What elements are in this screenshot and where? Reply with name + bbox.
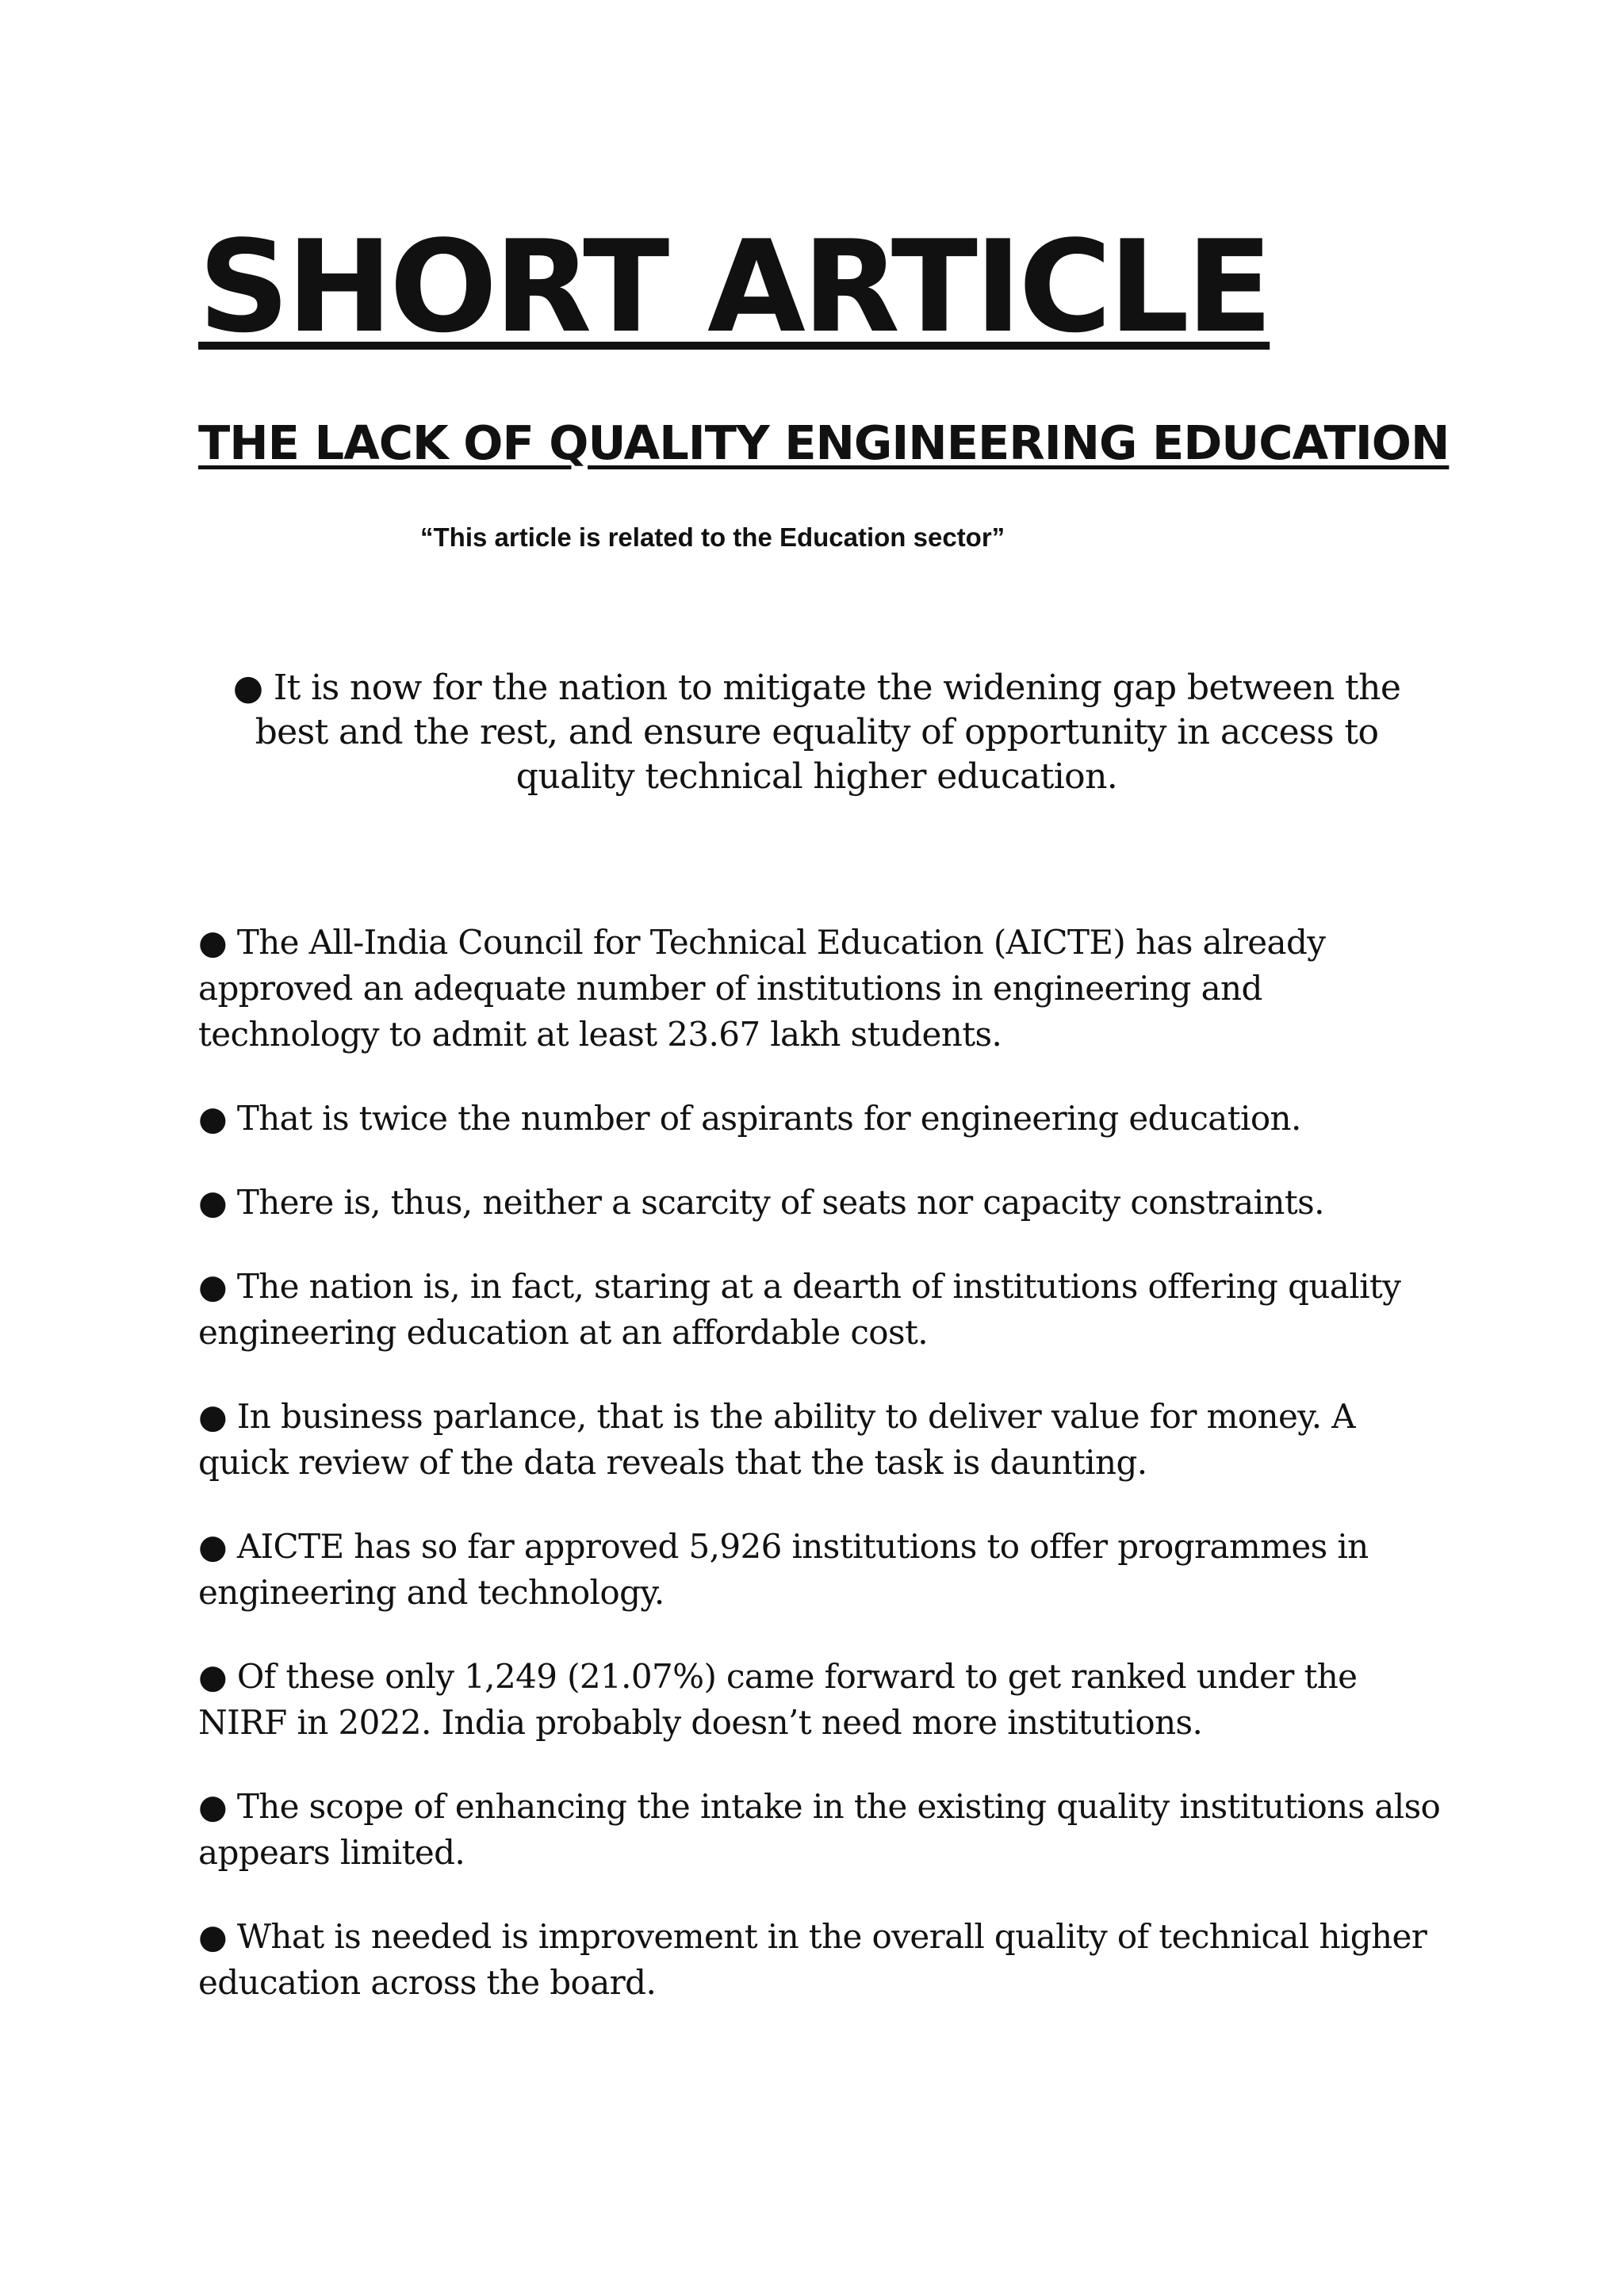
- list-item: [198, 1394, 1451, 1486]
- lead-point: [198, 666, 1435, 799]
- sector-note: “This article is related to the Education sector”: [420, 522, 1005, 552]
- bullet-icon: ●: [198, 1917, 237, 1956]
- list-item-text: What is needed is improvement in the overall quality of technical higher education across the board.: [198, 1917, 1427, 2002]
- bullet-list: [198, 920, 1451, 2044]
- bullet-icon: ●: [198, 1099, 237, 1138]
- bullet-icon: ●: [198, 1267, 237, 1306]
- list-item-text: The scope of enhancing the intake in the existing quality institutions also appears limited.: [198, 1787, 1441, 1872]
- list-item: [198, 1264, 1451, 1356]
- list-item-text: Of these only 1,249 (21.07%) came forward to get ranked under the NIRF in 2022. India probably doesn’t need more institutions.: [198, 1657, 1358, 1742]
- list-item-text: The All-India Council for Technical Education (AICTE) has already approved an adequate number of institutions in engineering and technology to admit at least 23.67 lakh students.: [198, 923, 1326, 1054]
- list-item: [198, 1654, 1451, 1746]
- main-title: SHORT ARTICLE: [198, 212, 1270, 361]
- article-subtitle: THE LACK OF QUALITY ENGINEERING EDUCATION: [198, 415, 1450, 470]
- list-item: [198, 1784, 1451, 1876]
- list-item-text: In business parlance, that is the ability to deliver value for money. A quick review of the data reveals that the task is daunting.: [198, 1397, 1355, 1482]
- list-item-text: There is, thus, neither a scarcity of seats nor capacity constraints.: [236, 1183, 1324, 1222]
- bullet-icon: ●: [198, 1397, 237, 1436]
- bullet-icon: ●: [198, 923, 237, 962]
- list-item: [198, 1524, 1451, 1616]
- bullet-icon: ●: [198, 1787, 237, 1826]
- list-item: [198, 920, 1451, 1058]
- list-item: [198, 1180, 1451, 1226]
- list-item-text: AICTE has so far approved 5,926 institutions to offer programmes in engineering and technology.: [198, 1527, 1369, 1612]
- bullet-icon: ●: [232, 668, 274, 708]
- lead-point-text: It is now for the nation to mitigate the widening gap between the best and the rest, and ensure equality of opportunity in access to quality technical higher education.: [255, 668, 1401, 797]
- bullet-icon: ●: [198, 1657, 237, 1696]
- bullet-icon: ●: [198, 1183, 237, 1222]
- list-item: [198, 1914, 1451, 2006]
- list-item-text: The nation is, in fact, staring at a dearth of institutions offering quality engineering education at an affordable cost.: [198, 1267, 1401, 1352]
- bullet-icon: ●: [198, 1527, 237, 1566]
- list-item-text: That is twice the number of aspirants for engineering education.: [236, 1099, 1301, 1138]
- list-item: [198, 1096, 1451, 1142]
